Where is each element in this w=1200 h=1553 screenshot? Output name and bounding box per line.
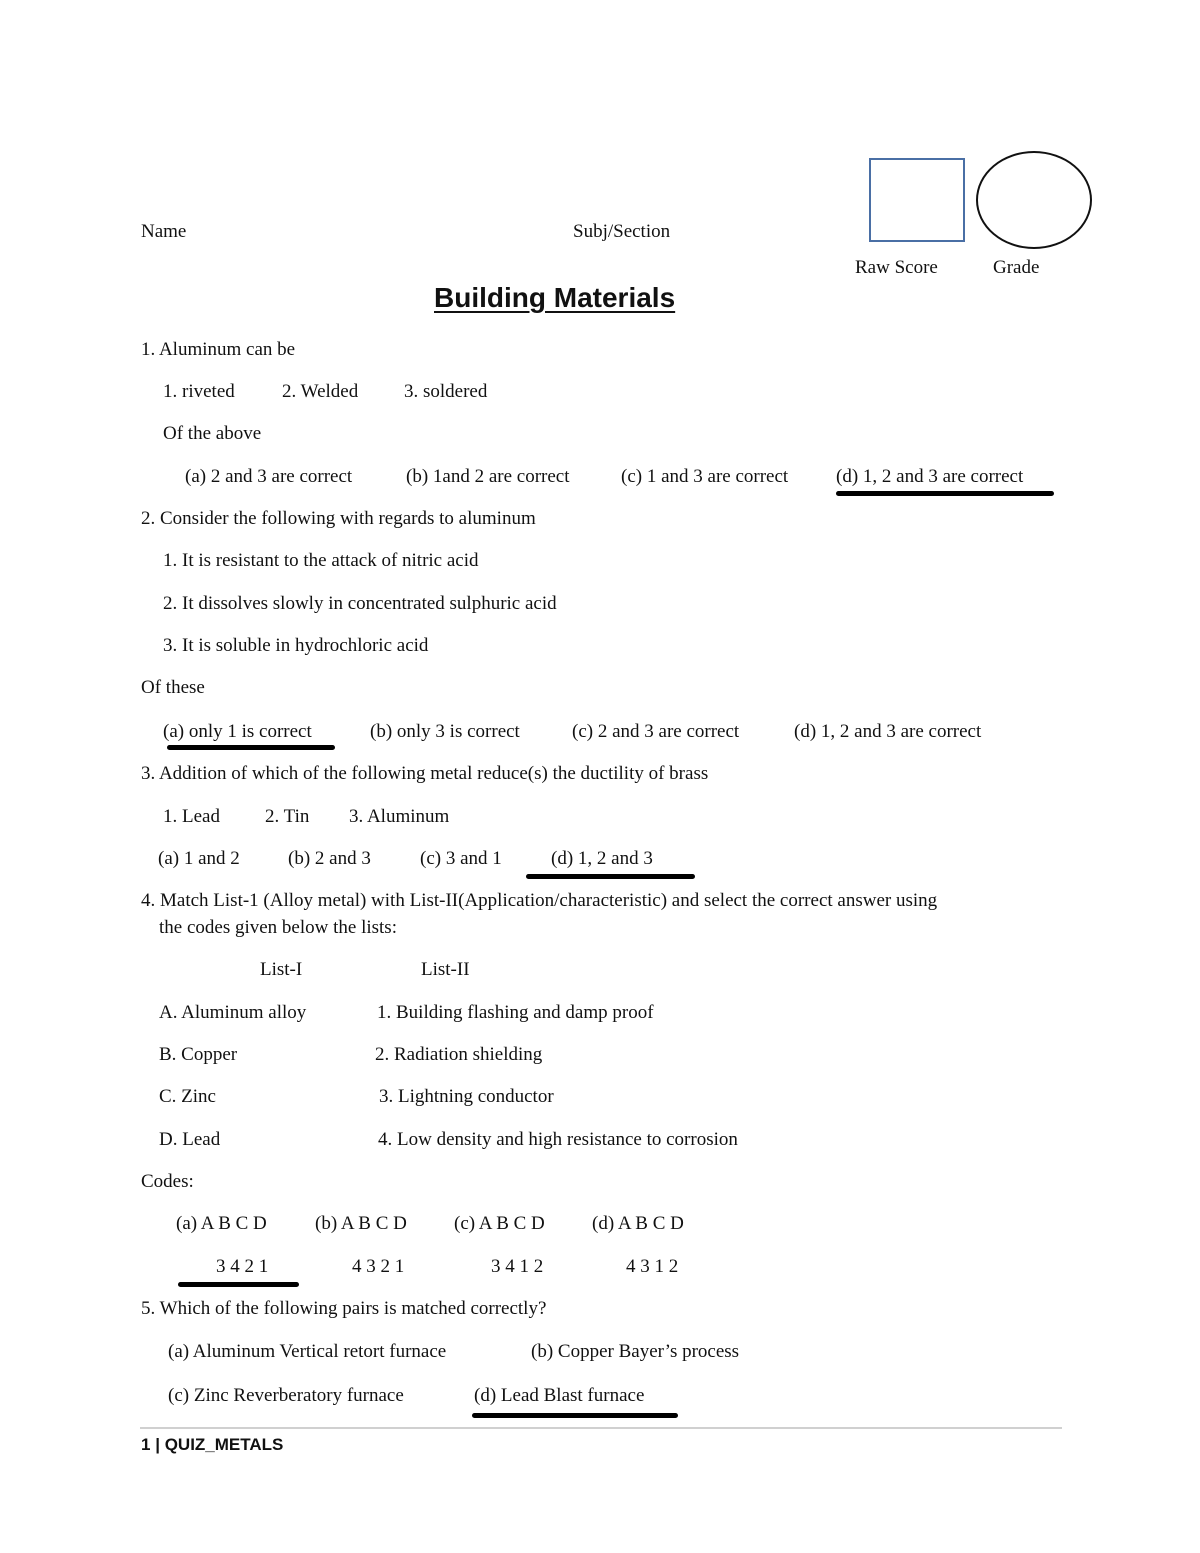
q5-stem: 5. Which of the following pairs is matched correctly?	[141, 1298, 547, 1319]
q1-option-b: (b) 1and 2 are correct	[406, 466, 570, 487]
q3-item: 1. Lead	[163, 806, 220, 827]
q4-stem-line2: the codes given below the lists:	[159, 917, 397, 938]
q3-item: 2. Tin	[265, 806, 310, 827]
q4-code-head-c: (c) A B C D	[454, 1213, 545, 1234]
raw-score-box	[869, 158, 965, 242]
footer-doc-name: QUIZ_METALS	[164, 1435, 284, 1454]
q5-answer-underline	[472, 1413, 678, 1418]
q2-item: 3. It is soluble in hydrochloric acid	[163, 635, 429, 656]
q2-option-b: (b) only 3 is correct	[370, 721, 520, 742]
grade-oval	[976, 151, 1092, 249]
q4-list2-header: List-II	[421, 959, 470, 980]
q2-option-d: (d) 1, 2 and 3 are correct	[794, 721, 982, 742]
q2-option-a: (a) only 1 is correct	[163, 721, 312, 742]
name-label: Name	[141, 221, 187, 242]
q2-option-c: (c) 2 and 3 are correct	[572, 721, 740, 742]
q4-list2-item: 4. Low density and high resistance to corrosion	[378, 1129, 738, 1150]
q4-list1-header: List-I	[260, 959, 303, 980]
q3-option-b: (b) 2 and 3	[288, 848, 371, 869]
q1-answer-underline	[836, 491, 1054, 496]
q5-option-b: (b) Copper Bayer’s process	[531, 1341, 740, 1362]
q1-item: 2. Welded	[282, 381, 359, 402]
q3-option-c: (c) 3 and 1	[420, 848, 502, 869]
q1-lead: Of the above	[163, 423, 262, 444]
q1-item: 3. soldered	[404, 381, 488, 402]
q4-code-value-b: 4 3 2 1	[352, 1256, 405, 1277]
section-label: Subj/Section	[573, 221, 671, 242]
q4-code-value-c: 3 4 1 2	[491, 1256, 544, 1277]
q1-option-c: (c) 1 and 3 are correct	[621, 466, 789, 487]
grade-label: Grade	[993, 257, 1040, 278]
q3-option-a: (a) 1 and 2	[158, 848, 240, 869]
q2-lead: Of these	[141, 677, 205, 698]
footer-separator: |	[155, 1435, 160, 1454]
q3-answer-underline	[526, 874, 695, 879]
q4-list2-item: 2. Radiation shielding	[375, 1044, 543, 1065]
q4-codes-label: Codes:	[141, 1171, 194, 1192]
q4-code-head-d: (d) A B C D	[592, 1213, 684, 1234]
page-footer	[141, 1436, 283, 1453]
q4-list1-item: D. Lead	[159, 1129, 221, 1150]
q3-option-d: (d) 1, 2 and 3	[551, 848, 653, 869]
q5-option-d: (d) Lead Blast furnace	[474, 1385, 645, 1406]
q4-answer-underline	[178, 1282, 299, 1287]
q4-code-head-b: (b) A B C D	[315, 1213, 407, 1234]
q5-option-a: (a) Aluminum Vertical retort furnace	[168, 1341, 447, 1362]
q3-item: 3. Aluminum	[349, 806, 450, 827]
q3-stem: 3. Addition of which of the following metal reduce(s) the ductility of brass	[141, 763, 709, 784]
page-title: Building Materials	[434, 282, 676, 313]
q1-option-d: (d) 1, 2 and 3 are correct	[836, 466, 1024, 487]
q4-list2-item: 1. Building flashing and damp proof	[377, 1002, 654, 1023]
footer-rule	[140, 1427, 1062, 1429]
q1-option-a: (a) 2 and 3 are correct	[185, 466, 353, 487]
q1-item: 1. riveted	[163, 381, 235, 402]
q2-item: 2. It dissolves slowly in concentrated sulphuric acid	[163, 593, 557, 614]
q4-list1-item: B. Copper	[159, 1044, 238, 1065]
q4-code-head-a: (a) A B C D	[176, 1213, 267, 1234]
q4-list1-item: A. Aluminum alloy	[159, 1002, 307, 1023]
page-number: 1	[141, 1435, 151, 1454]
q1-stem: 1. Aluminum can be	[141, 339, 296, 360]
q2-item: 1. It is resistant to the attack of nitric acid	[163, 550, 479, 571]
q2-stem: 2. Consider the following with regards to aluminum	[141, 508, 536, 529]
q5-option-c: (c) Zinc Reverberatory furnace	[168, 1385, 404, 1406]
q4-code-value-a: 3 4 2 1	[216, 1256, 269, 1277]
q4-code-value-d: 4 3 1 2	[626, 1256, 679, 1277]
q4-list1-item: C. Zinc	[159, 1086, 216, 1107]
q4-list2-item: 3. Lightning conductor	[379, 1086, 554, 1107]
raw-score-label: Raw Score	[855, 257, 938, 278]
q4-stem-line1: 4. Match List-1 (Alloy metal) with List-II(Application/characteristic) and select the correct answer using	[141, 890, 938, 911]
q2-answer-underline	[167, 745, 335, 750]
